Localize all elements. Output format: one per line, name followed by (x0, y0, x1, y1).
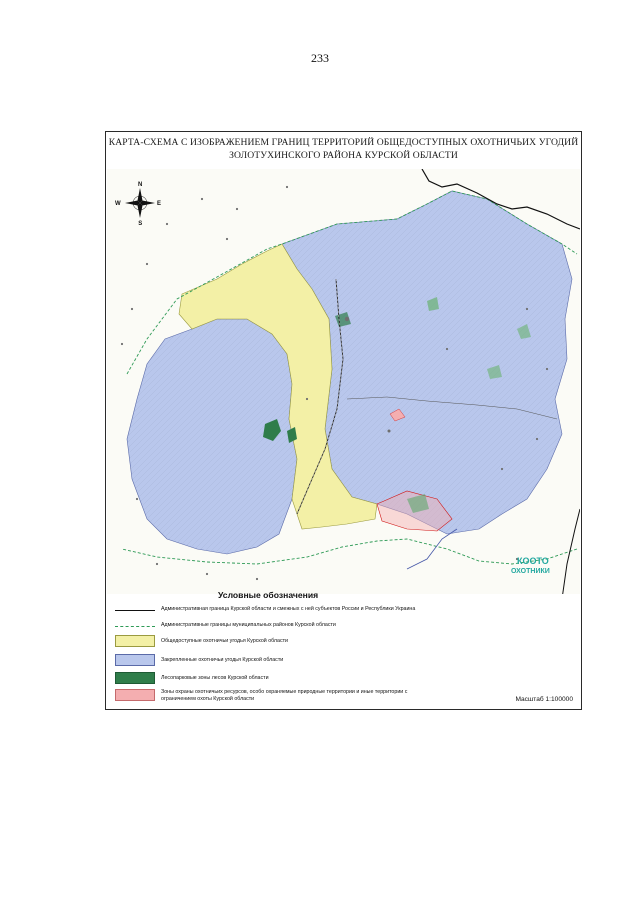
legend-label: Закрепленные охотничьи угодья Курской области (161, 657, 284, 663)
brand-logo (511, 556, 550, 575)
legend-label: Общедоступные охотничьи угодья Курской области (161, 638, 289, 644)
legend-label: Зоны охраны охотничьих ресурсов, особо охраняемые природные территории и иные территории с ограничением охоты Курской области (161, 689, 408, 702)
legend-swatch-public (115, 635, 155, 647)
page-number: 233 (311, 51, 329, 65)
compass-east: E (157, 201, 162, 207)
legend-swatch-forest (115, 672, 155, 684)
brand-line1: КООТО (517, 556, 549, 566)
legend-swatch-assigned (115, 654, 155, 666)
map-canvas (107, 169, 580, 594)
legend-line-region (115, 610, 155, 611)
map-scale: Масштаб 1:100000 (515, 696, 573, 703)
compass-north: N (138, 182, 143, 188)
legend-label: Лесопарковые зоны лесов Курской области (161, 675, 269, 681)
map-area (107, 169, 580, 594)
compass-south: S (138, 221, 143, 227)
compass-west: W (115, 201, 121, 207)
map-title-line2: ЗОЛОТУХИНСКОГО РАЙОНА КУРСКОЙ ОБЛАСТИ (229, 149, 458, 161)
map-frame (105, 131, 582, 710)
legend-label: Административная граница Курской области и смежных с ней субъектов России и Республики Украина (161, 606, 416, 612)
map-title-line1: КАРТА-СХЕМА С ИЗОБРАЖЕНИЕМ ГРАНИЦ ТЕРРИТОРИЙ ОБЩЕДОСТУПНЫХ ОХОТНИЧЬИХ УГОДИЙ (108, 137, 579, 148)
legend-line-municipal (115, 626, 155, 627)
map-title (106, 137, 581, 162)
legend-label: Административные границы муниципальных районов Курской области (161, 622, 336, 628)
legend-swatch-restricted (115, 689, 155, 701)
legend-title: Условные обозначения (218, 590, 319, 600)
brand-line2: ОХОТНИКИ (511, 568, 550, 575)
